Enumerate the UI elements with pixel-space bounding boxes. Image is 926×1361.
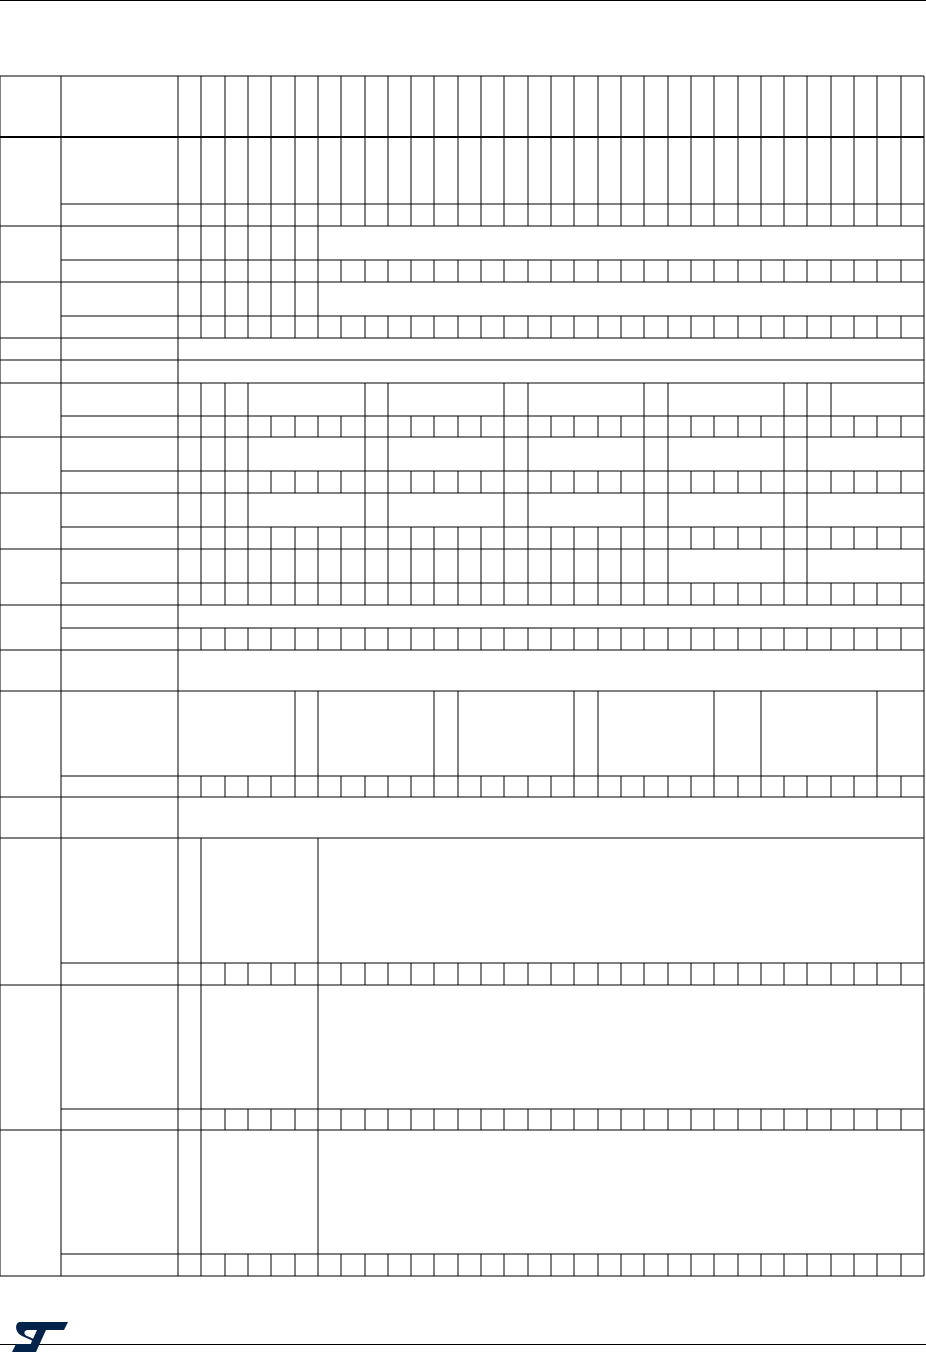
st-logo (6, 1314, 72, 1360)
page-bottom-rule (0, 1344, 926, 1345)
table-grid-lines (0, 76, 924, 1276)
